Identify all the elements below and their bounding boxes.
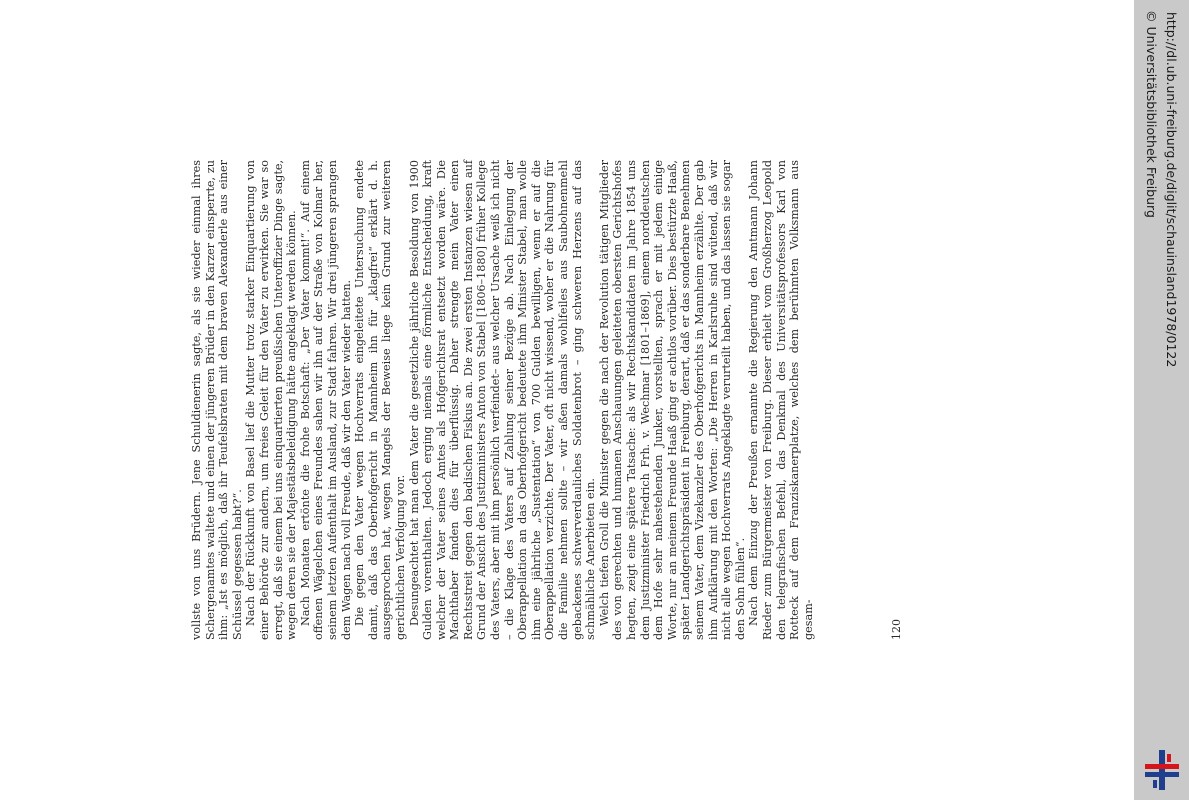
paragraph: Welch tiefen Groll die Minister gegen die nach der Revolution tätigen Mitglieder des von gerechten und humanen Anschauungen geleiteten obersten Gerichtshofes hegten, zeigt eine spätere Tatsache: als wir Rechtskandidaten im Jahre 1854 uns dem Justizminister Friedrich Frh. v. Wechmar [1801–1869], einem norddeutschen dem Hofe sehr nahestehenden Junker, vorstellten, sprach er mit jedem einige Worte, nur an meinem Freunde Haaß ging er achtlos vorüber. Dies bestürzte Haaß, später Landgerichtspräsident in Freiburg, derart, daß er das sonderbare Benehmen seinem Vater, dem Vizekanzler des Oberhofgerichts in Mannheim erzählte. Der gab ihm Aufklärung mit den Worten: „Die Herren in Karlsruhe sind wütend, daß wir nicht alle wegen Hochverrats Angeklagte verurteilt haben, und das lassen sie sogar den Sohn fühlen“. — [597, 160, 747, 640]
paragraph: Nach Monaten ertönte die frohe Botschaft: „Der Vater kommt!“. Auf einem offenen Wägelchen eines Freundes sahen wir ihn auf der Straße von Kolmar her, seinem letzten Aufenthalt im Ausland, zur Stadt fahren. Wir drei jüngeren sprangen dem Wagen nach voll Freude, daß wir den Vater wieder hatten. — [298, 160, 353, 640]
paragraph: Desungeachtet hat man dem Vater die gesetzliche jährliche Besoldung von 1900 Gulden vorenthalten. Jedoch erging niemals eine förmliche Entscheidung, kraft welcher der Vater seines Amtes als Hofgerichtsrat entsetzt worden wäre. Die Machthaber fanden dies für überflüssig. Daher strengte mein Vater einen Rechtsstreit gegen den badischen Fiskus an. Die zwei ersten Instanzen wiesen auf Grund der Ansicht des Justizministers Anton von Stabel [1806–1880] früher Kollege des Vaters, aber mit ihm persönlich verfeindet– aus welcher Ursache weiß ich nicht – die Klage des Vaters auf Zahlung seiner Bezüge ab. Nach Einlegung der Oberappellation an das Oberhofgericht bedeutete ihm Minister Stabel, man wolle ihm eine jährliche „Sustentation“ von 700 Gulden bewilligen, wenn er auf die Oberappellation verzichte. Der Vater, oft nicht wissend, woher er die Nahrung für die Familie nehmen sollte – wir aßen damals wohlfeiles aus Saubohnenmehl gebackenes schwerverdauliches Soldatenbrot – ging schweren Herzens auf das schmähliche Anerbieten ein. — [407, 160, 598, 640]
page-number: 120 — [890, 619, 903, 640]
paragraph: Die gegen den Vater wegen Hochverrats eingeleitete Untersuchung endete damit, daß das Oberhofgericht in Mannheim ihn für „klagfrei“ erklärt d. h. ausgesprochen hat, wegen Mangels der Beweise liege kein Grund zur weiteren gerichtlichen Verfolgung vor. — [353, 160, 407, 640]
ub-freiburg-logo-icon — [1143, 748, 1181, 792]
copyright-notice: © Universitätsbibliothek Freiburg — [1144, 10, 1159, 218]
body-text — [190, 160, 910, 640]
sidebar-text — [1134, 0, 1189, 800]
paragraph: Nach dem Einzug der Preußen ernannte die Regierung den Amtmann Johann Rieder zum Bürgermeister von Freiburg. Dieser erhielt vom Großherzog Leopold den telegrafischen Befehl, das Denkmal des Universitätsprofessors Karl von Rotteck auf dem Franziskanerplatze, welches dem berühmten Volksmann aus gesam- — [747, 160, 815, 640]
paragraph: Nach der Rückkunft von Basel lief die Mutter trotz starker Einquartierung von einer Behörde zur andern, um freies Geleit für den Vater zu erwirken. Sie war so erregt, daß sie einem bei uns einquartierten preußischen Unteroffizier Dinge sagte, wegen deren sie der Majestätsbeleidigung hätte angeklagt werden können. — [244, 160, 299, 640]
source-url[interactable]: http://dl.ub.uni-freiburg.de/diglit/schauinsland1978/0122 — [1164, 12, 1179, 368]
sidebar — [1134, 0, 1189, 800]
paragraph: vollste von uns Brüdern. Jene Schuldienerin sagte, als sie wieder einmal ihres Schergenamtes waltete und einen der jüngeren Brüder in den Karzer einsperrte, zu ihm: „Ist es möglich, daß ihr Teufelsbraten mit dem braven Alexanderle aus einer Schüssel gegessen habt?“. — [190, 160, 244, 640]
rotated-page-content — [190, 160, 910, 640]
